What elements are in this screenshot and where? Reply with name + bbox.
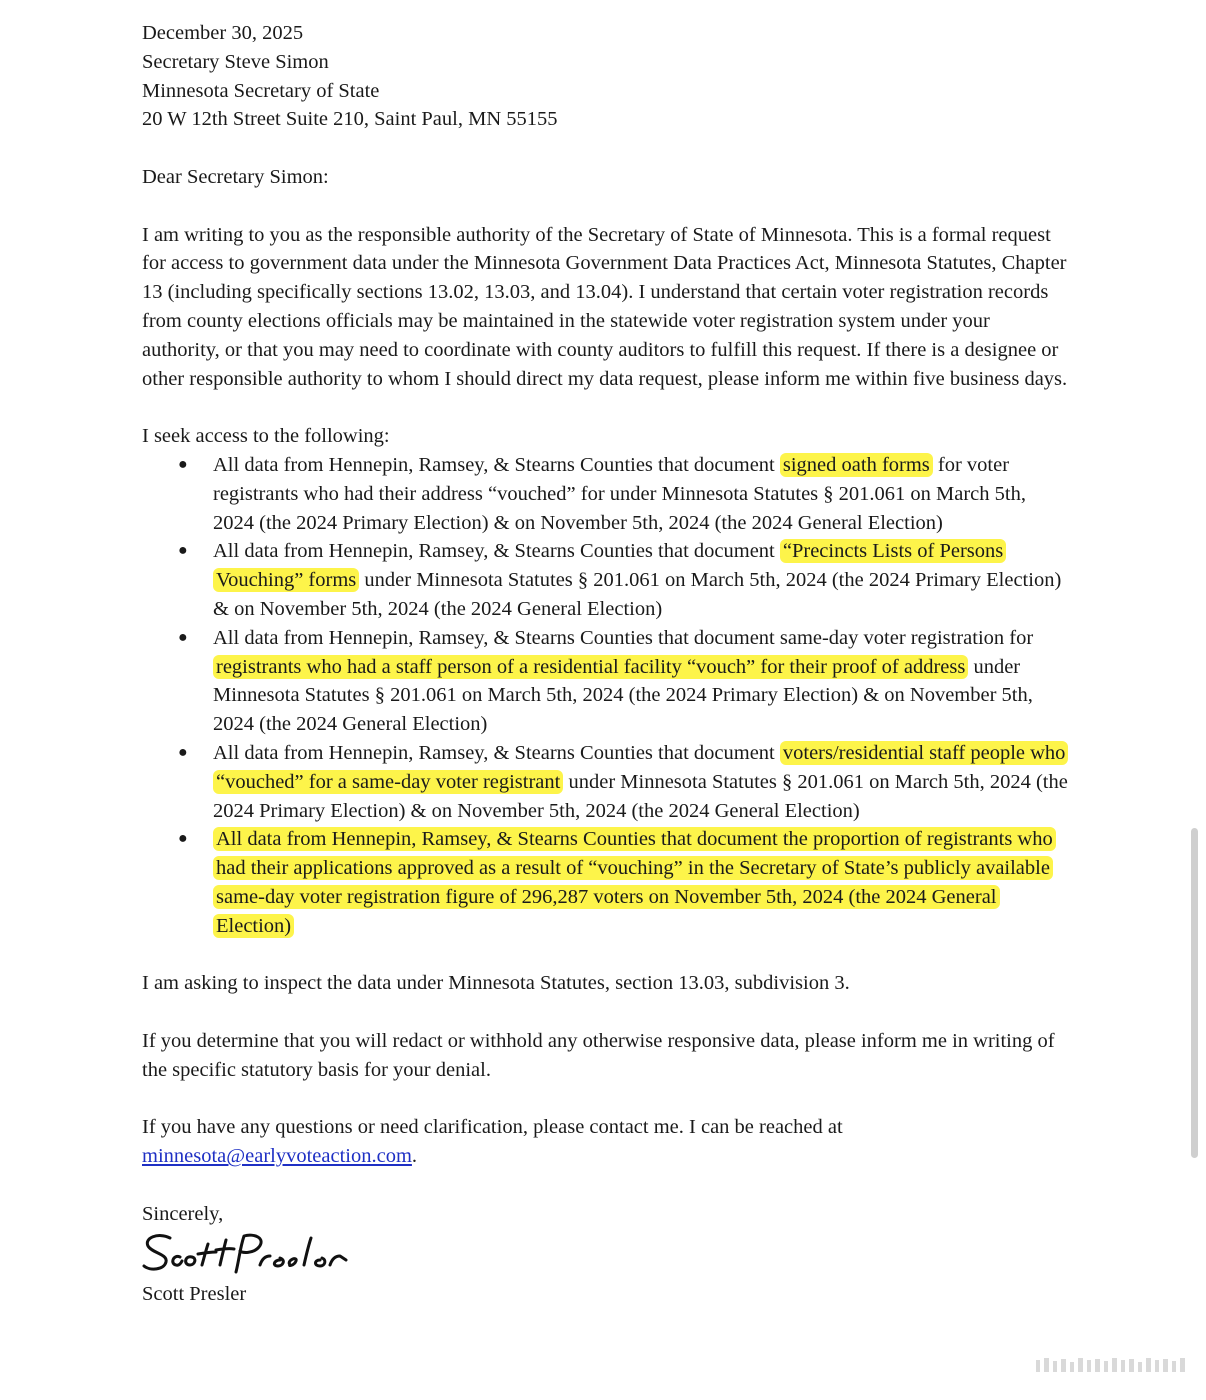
spacer (142, 134, 1072, 163)
request-item (142, 537, 1072, 623)
request-item (142, 451, 1072, 537)
request-text: under Minnesota Statutes § 201.061 on March 5th, 2024 (the 2024 Primary Election) & on November 5th, 2024 (the 2024 General Election) (213, 655, 1033, 736)
spacer (142, 1084, 1072, 1113)
intro-paragraph: I am writing to you as the responsible authority of the Secretary of State of Minnesota. This is a formal request for access to government data under the Minnesota Government Data Practices Act, Minnesota Statutes, Chapter 13 (including specifically sections 13.02, 13.03, and 13.04). I understand that certain voter registration records from county elections officials may be maintained in the statewide voter registration system under your authority, or that you may need to coordinate with county auditors to fulfill this request. If there is a designee or other responsible authority to whom I should direct my data request, please inform me within five business days. (142, 223, 1068, 390)
request-text: under Minnesota Statutes § 201.061 on March 5th, 2024 (the 2024 Primary Election) & on November 5th, 2024 (the 2024 General Election) (213, 770, 1068, 822)
request-item (142, 624, 1072, 739)
inspect-paragraph: I am asking to inspect the data under Minnesota Statutes, section 13.03, subdivision 3. (142, 972, 850, 995)
highlighted-text: “Precincts Lists of Persons Vouching” forms (213, 539, 1006, 592)
contact-end: . (411, 1145, 418, 1168)
spacer (142, 998, 1072, 1027)
watermark-glyph-icon (1036, 1356, 1186, 1376)
recipient-address: 20 W 12th Street Suite 210, Saint Paul, MN 55155 (142, 108, 558, 131)
signer-name: Scott Presler (142, 1283, 247, 1306)
bullet-icon: ● (178, 542, 188, 560)
spacer (142, 393, 1072, 422)
email-link[interactable]: minnesota@earlyvoteaction.com (142, 1145, 412, 1168)
bullet-icon: ● (178, 628, 188, 646)
closing: Sincerely, (142, 1202, 224, 1225)
highlighted-text: voters/residential staff people who “vouched” for a same-day voter registrant (213, 741, 1068, 794)
letter-date: December 30, 2025 (142, 22, 304, 44)
spacer (142, 941, 1072, 970)
list-intro: I seek access to the following: (142, 425, 390, 448)
request-list (142, 451, 1072, 941)
request-text: under Minnesota Statutes § 201.061 on March 5th, 2024 (the 2024 Primary Election) & on November 5th, 2024 (the 2024 General Election) (213, 569, 1062, 620)
bullet-icon: ● (178, 830, 188, 848)
highlighted-text: All data from Hennepin, Ramsey, & Stearns Counties that document the proportion of registrants who had their applications approved as a result of “vouching” in the Secretary of State’s publicly available same-day voter registration figure of 296,287 voters on November 5th, 2024 (the 2024 General Election) (213, 827, 1056, 937)
spacer (142, 192, 1072, 221)
recipient-name: Secretary Steve Simon (142, 50, 329, 73)
redact-paragraph: If you determine that you will redact or withhold any otherwise responsive data, please inform me in writing of the specific statutory basis for your denial. (142, 1029, 1055, 1081)
request-item (142, 825, 1072, 940)
request-text: All data from Hennepin, Ramsey, & Stearns Counties that document (213, 540, 780, 563)
handwritten-signature (140, 1230, 350, 1280)
contact-text: If you have any questions or need clarification, please contact me. I can be reached at (142, 1116, 843, 1139)
highlighted-text: registrants who had a staff person of a residential facility “vouch” for their proof of address (213, 655, 968, 679)
salutation: Dear Secretary Simon: (142, 165, 329, 188)
spacer (142, 1171, 1072, 1200)
letter-body (142, 19, 1072, 1309)
request-item (142, 739, 1072, 825)
contact-paragraph (142, 1113, 1072, 1171)
request-text: All data from Hennepin, Ramsey, & Stearns Counties that document same-day voter registration for (213, 626, 1034, 649)
request-text: All data from Hennepin, Ramsey, & Stearns Counties that document (213, 741, 780, 764)
recipient-office: Minnesota Secretary of State (142, 79, 380, 102)
request-text: All data from Hennepin, Ramsey, & Stearns Counties that document (213, 453, 780, 476)
highlighted-text: signed oath forms (780, 453, 933, 477)
bullet-icon: ● (178, 743, 188, 761)
request-text: for voter registrants who had their address “vouched” for under Minnesota Statutes § 201.061 on March 5th, 2024 (the 2024 Primary Election) & on November 5th, 2024 (the 2024 General Election) (213, 453, 1026, 534)
scrollbar[interactable] (1191, 828, 1198, 1158)
bullet-icon: ● (178, 455, 188, 473)
